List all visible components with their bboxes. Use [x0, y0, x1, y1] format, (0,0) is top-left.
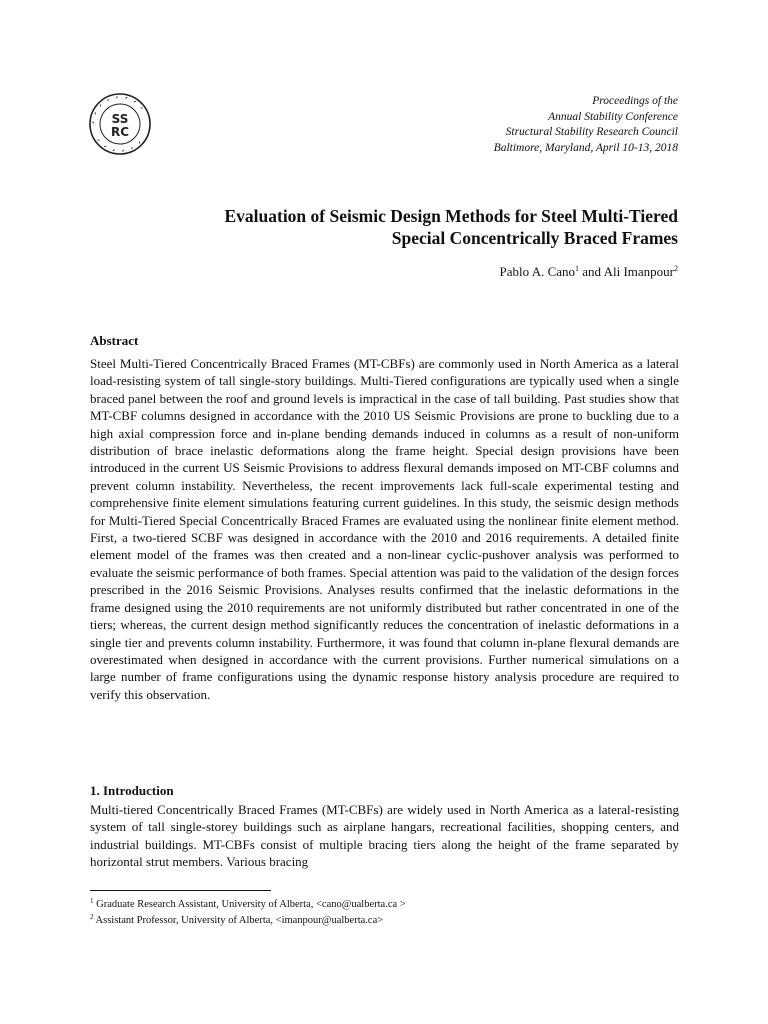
footnote-mark: 2: [90, 913, 94, 921]
footnote: [90, 899, 406, 910]
proceedings-line: Structural Stability Research Council: [505, 126, 678, 138]
authors-line: [500, 264, 678, 280]
footnote-text: Graduate Research Assistant, University of Alberta, <cano@ualberta.ca >: [93, 899, 406, 910]
affiliation-mark: 2: [674, 264, 678, 273]
introduction-text: Multi-tiered Concentrically Braced Frames (MT-CBFs) are widely used in North America as a lateral-resisting system of tall single-storey buildings such as airplane hangars, recreational facilities, shopping centers, and industrial buildings. MT-CBFs consist of multiple bracing tiers along the height of the frame separated by horizontal strut members. Various bracing: [90, 802, 679, 870]
footnote: [90, 915, 383, 926]
affiliation-mark: 1: [575, 264, 580, 273]
paper-title: Evaluation of Seismic Design Methods for Steel Multi-Tiered Special Concentrically Braced Frames: [224, 206, 678, 248]
author-conjunction: and: [579, 264, 604, 279]
abstract-heading: Abstract: [90, 333, 139, 348]
proceedings-line: Baltimore, Maryland, April 10-13, 2018: [493, 141, 678, 154]
svg-text:SS: SS: [111, 112, 129, 126]
author-name: Pablo A. Cano: [499, 264, 576, 279]
ssrc-logo: [88, 92, 152, 156]
section-heading-introduction: 1. Introduction: [90, 783, 174, 798]
abstract-text: Steel Multi-Tiered Concentrically Braced Frames (MT-CBFs) are commonly used in North America as a lateral load-resisting system of tall single-story buildings. Multi-Tiered configurations are typically used when a single braced panel between the roof and ground levels is impractical in the case of tall building. Past studies show that MT-CBF columns designed in accordance with the 2010 US Seismic Provisions are prone to buckling due to a high axial compression force and in-plane bending demands induced in columns as a result of non-uniform distribution of brace inelastic deformations along the frame height. Special design provisions have been introduced in the current US Seismic Provisions to address flexural demands imposed on MT-CBF columns and prevent column instability. Nevertheless, the recent improvements lack full-scale experimental testing and comprehensive finite element simulations featuring current guidelines. In this study, the seismic design methods for Multi-Tiered Special Concentrically Braced Frames are evaluated using the nonlinear finite element method. First, a two-tiered SCBF was designed in accordance with the 2010 and 2016 requirements. A detailed finite element model of the frames was then created and a non-linear cyclic-pushover analysis was performed to evaluate the seismic performance of both frames. Special attention was paid to the validation of the design forces prescribed in the 2016 Seismic Provisions. Analyses results confirmed that the inelastic deformations in the frame designed using the 2010 requirements are not uniformly distributed but rather concentrated in one of the tiers; whereas, the current design method significantly reduces the concentration of inelastic deformations in a single tier and prevents column instability. Furthermore, it was found that column in-plane flexural demands are overestimated when designed in accordance with the current provisions. Further numerical simulations on a large number of frame configurations using the dynamic response history analysis procedure are required to verify this observation.: [90, 356, 679, 702]
footnote-divider: [90, 890, 271, 891]
footnote-text: Assistant Professor, University of Alberta, <imanpour@ualberta.ca>: [93, 915, 384, 926]
proceedings-line: Proceedings of the: [592, 95, 678, 107]
footnote-mark: 1: [90, 897, 94, 905]
svg-text:RC: RC: [110, 125, 130, 139]
proceedings-line: Annual Stability Conference: [548, 110, 678, 123]
author-name: Ali Imanpour: [603, 264, 674, 279]
proceedings-block: [378, 94, 678, 156]
